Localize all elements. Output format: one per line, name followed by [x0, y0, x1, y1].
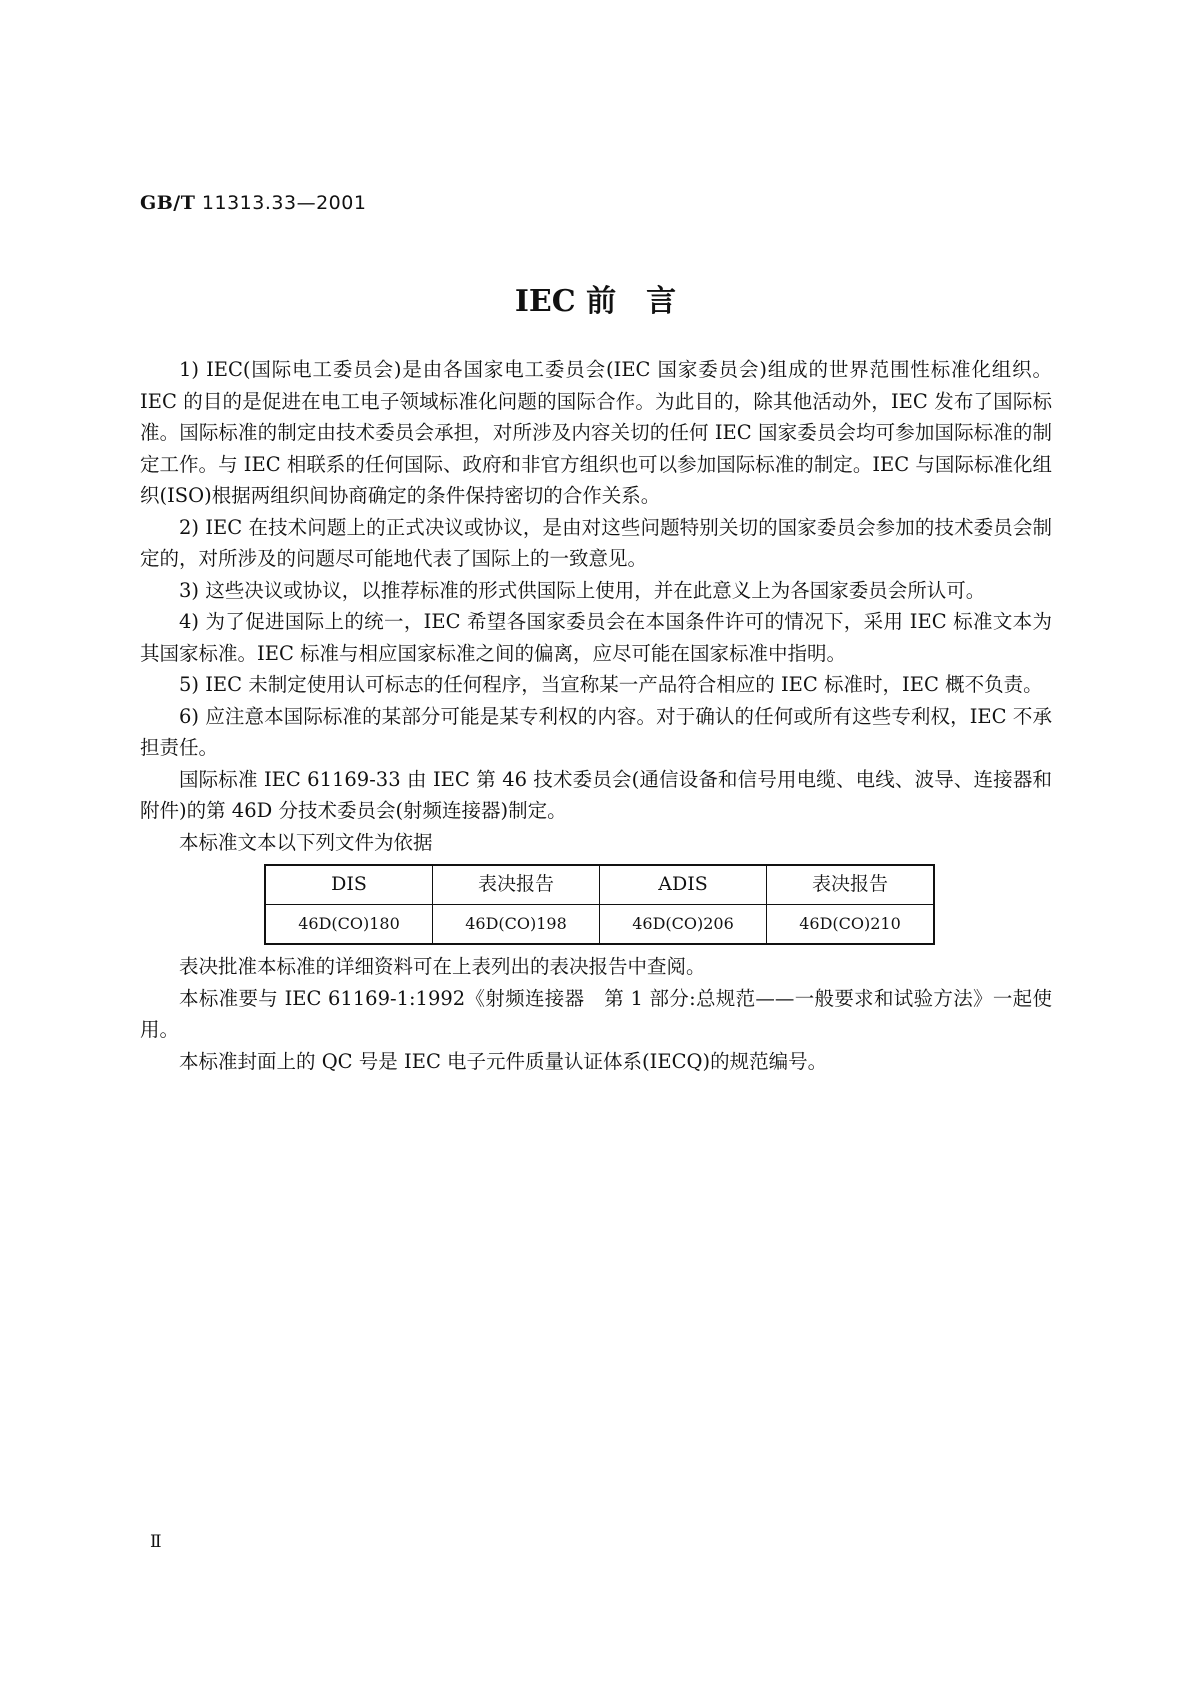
paragraph-qc-number: 本标准封面上的 QC 号是 IEC 电子元件质量认证体系(IECQ)的规范编号。	[179, 1049, 828, 1073]
paragraph-table-intro: 本标准文本以下列文件为依据	[179, 830, 433, 854]
standard-code	[140, 190, 366, 216]
paragraph-2: 2) IEC 在技术问题上的正式决议或协议，是由对这些问题特别关切的国家委员会参加的技术委员会制定的，对所涉及的问题尽可能地代表了国际上的一致意见。	[140, 515, 1052, 570]
page-number: Ⅱ	[150, 1532, 162, 1552]
table-header-cell: 表决报告	[767, 865, 935, 905]
table-header-cell: 表决报告	[433, 865, 600, 905]
paragraph-6: 6) 应注意本国际标准的某部分可能是某专利权的内容。对于确认的任何或所有这些专利权，IEC 不承担责任。	[140, 704, 1052, 759]
standard-number: 11313.33—2001	[201, 192, 367, 214]
paragraph-used-with: 本标准要与 IEC 61169-1:1992《射频连接器 第 1 部分:总规范——一般要求和试验方法》一起使用。	[140, 986, 1052, 1041]
table-header-cell: DIS	[265, 865, 433, 905]
paragraph-voting-details: 表决批准本标准的详细资料可在上表列出的表决报告中查阅。	[179, 955, 706, 978]
table-cell: 46D(CO)198	[433, 905, 600, 945]
voting-documents-table	[264, 864, 935, 945]
table-header-cell: ADIS	[600, 865, 767, 905]
paragraph-iec-origin: 国际标准 IEC 61169-33 由 IEC 第 46 技术委员会(通信设备和信号用电缆、电线、波导、连接器和附件)的第 46D 分技术委员会(射频连接器)制定。	[140, 767, 1052, 822]
table-cell: 46D(CO)206	[600, 905, 767, 945]
paragraph-4: 4) 为了促进国际上的统一，IEC 希望各国家委员会在本国条件许可的情况下，采用 IEC 标准文本为其国家标准。IEC 标准与相应国家标准之间的偏离，应尽可能在国家标准中指明。	[140, 610, 1052, 665]
table-cell: 46D(CO)180	[265, 905, 433, 945]
paragraph-1: 1) IEC(国际电工委员会)是由各国家电工委员会(IEC 国家委员会)组成的世界范围性标准化组织。IEC 的目的是促进在电工电子领域标准化问题的国际合作。为此目的，除其他活动外，IEC 发布了国际标准。国际标准的制定由技术委员会承担，对所涉及内容关切的任何 IEC 国家委员会均可参加国际标准的制定工作。与 IEC 相联系的任何国际、政府和非官方组织也可以参加国际标准的制定。IEC 与国际标准化组织(ISO)根据两组织间协商确定的条件保持密切的合作关系。	[140, 358, 1052, 507]
body-text	[140, 354, 1052, 1077]
table-cell: 46D(CO)210	[767, 905, 935, 945]
paragraph-5: 5) IEC 未制定使用认可标志的任何程序，当宣称某一产品符合相应的 IEC 标准时，IEC 概不负责。	[179, 673, 1043, 696]
standard-prefix: GB/T	[140, 192, 196, 214]
table-header-row	[265, 865, 934, 905]
page-title: IEC 前 言	[514, 284, 677, 319]
paragraph-3: 3) 这些决议或协议，以推荐标准的形式供国际上使用，并在此意义上为各国家委员会所认可。	[179, 578, 986, 602]
table-row	[265, 905, 934, 945]
